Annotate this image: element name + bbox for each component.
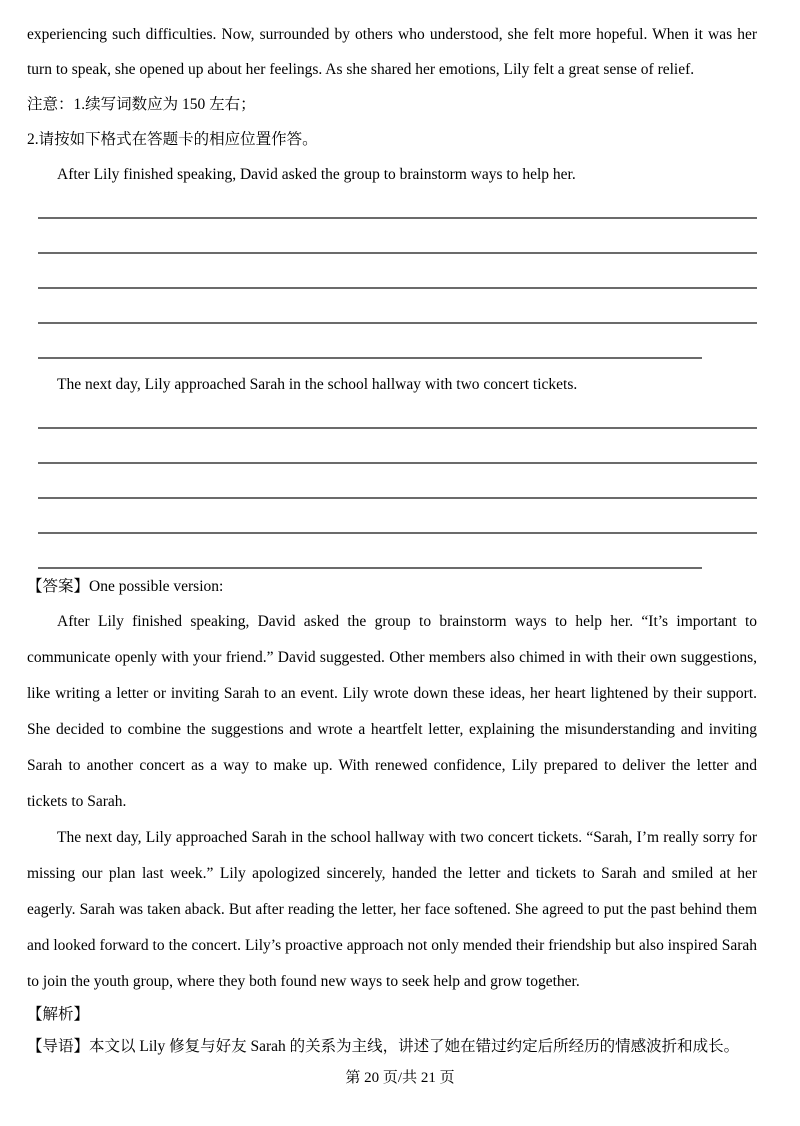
answer-section-header [27,569,757,604]
notice-line-2: 2.请按如下格式在答题卡的相应位置作答。 [27,131,318,148]
writing-line [38,289,757,324]
lead-paragraph [27,1030,757,1064]
answer-writing-area-2 [27,394,757,569]
writing-line [38,219,757,254]
lead-text: 本文以 Lily 修复与好友 Sarah 的关系为主线，讲述了她在错过约定后所经历的情感波折和成长。 [89,1038,740,1055]
answer-intro: One possible version: [89,578,224,595]
prompt-sentence-2: The next day, Lily approached Sarah in the school hallway with two concert tickets. [57,376,578,393]
answer-paragraph-2: The next day, Lily approached Sarah in the school hallway with two concert tickets. “Sarah, I’m really sorry for missing our plan last week.” Lily apologized sincerely, handed the letter and tickets to Sarah and smiled at her eagerly. Sarah was taken aback. But after reading the letter, her face softened. She agreed to put the past behind them and looked forward to the concert. Lily’s proactive approach not only mended their friendship but also inspired Sarah to join the youth group, where they both found new ways to seek help and grow together. [27,829,757,990]
prompt-sentence-1: After Lily finished speaking, David asked the group to brainstorm ways to help her. [57,166,576,183]
writing-line-short [38,324,702,359]
writing-line [38,464,757,499]
analysis-label: 【解析】 [27,1006,90,1023]
answer-label: 【答案】 [27,578,90,595]
writing-line [38,254,757,289]
notice-line-1: 注意：1.续写词数应为 150 左右； [27,96,256,113]
answer-paragraph-1: After Lily finished speaking, David asked the group to brainstorm ways to help her. “It’s important to communicate openly with your friend.” David suggested. Other members also chimed in with their own suggestions, like writing a letter or inviting Sarah to an event. Lily wrote down these ideas, her heart lightened by their support. She decided to combine the suggestions and wrote a heartfelt letter, explaining the misunderstanding and inviting Sarah to another concert as a way to make up. With renewed confidence, Lily prepared to deliver the letter and tickets to Sarah. [27,613,757,810]
answer-writing-area-1 [27,184,757,359]
writing-line [38,499,757,534]
writing-line-short [38,534,702,569]
lead-label: 【导语】 [27,1038,90,1055]
writing-line [38,429,757,464]
page-footer: 第 20 页/共 21 页 [345,1070,455,1086]
story-continuation-text: experiencing such difficulties. Now, surrounded by others who understood, she felt more hopeful. When it was her turn to speak, she opened up about her feelings. As she shared her emotions, Lily felt a great sense of relief. [27,26,757,78]
